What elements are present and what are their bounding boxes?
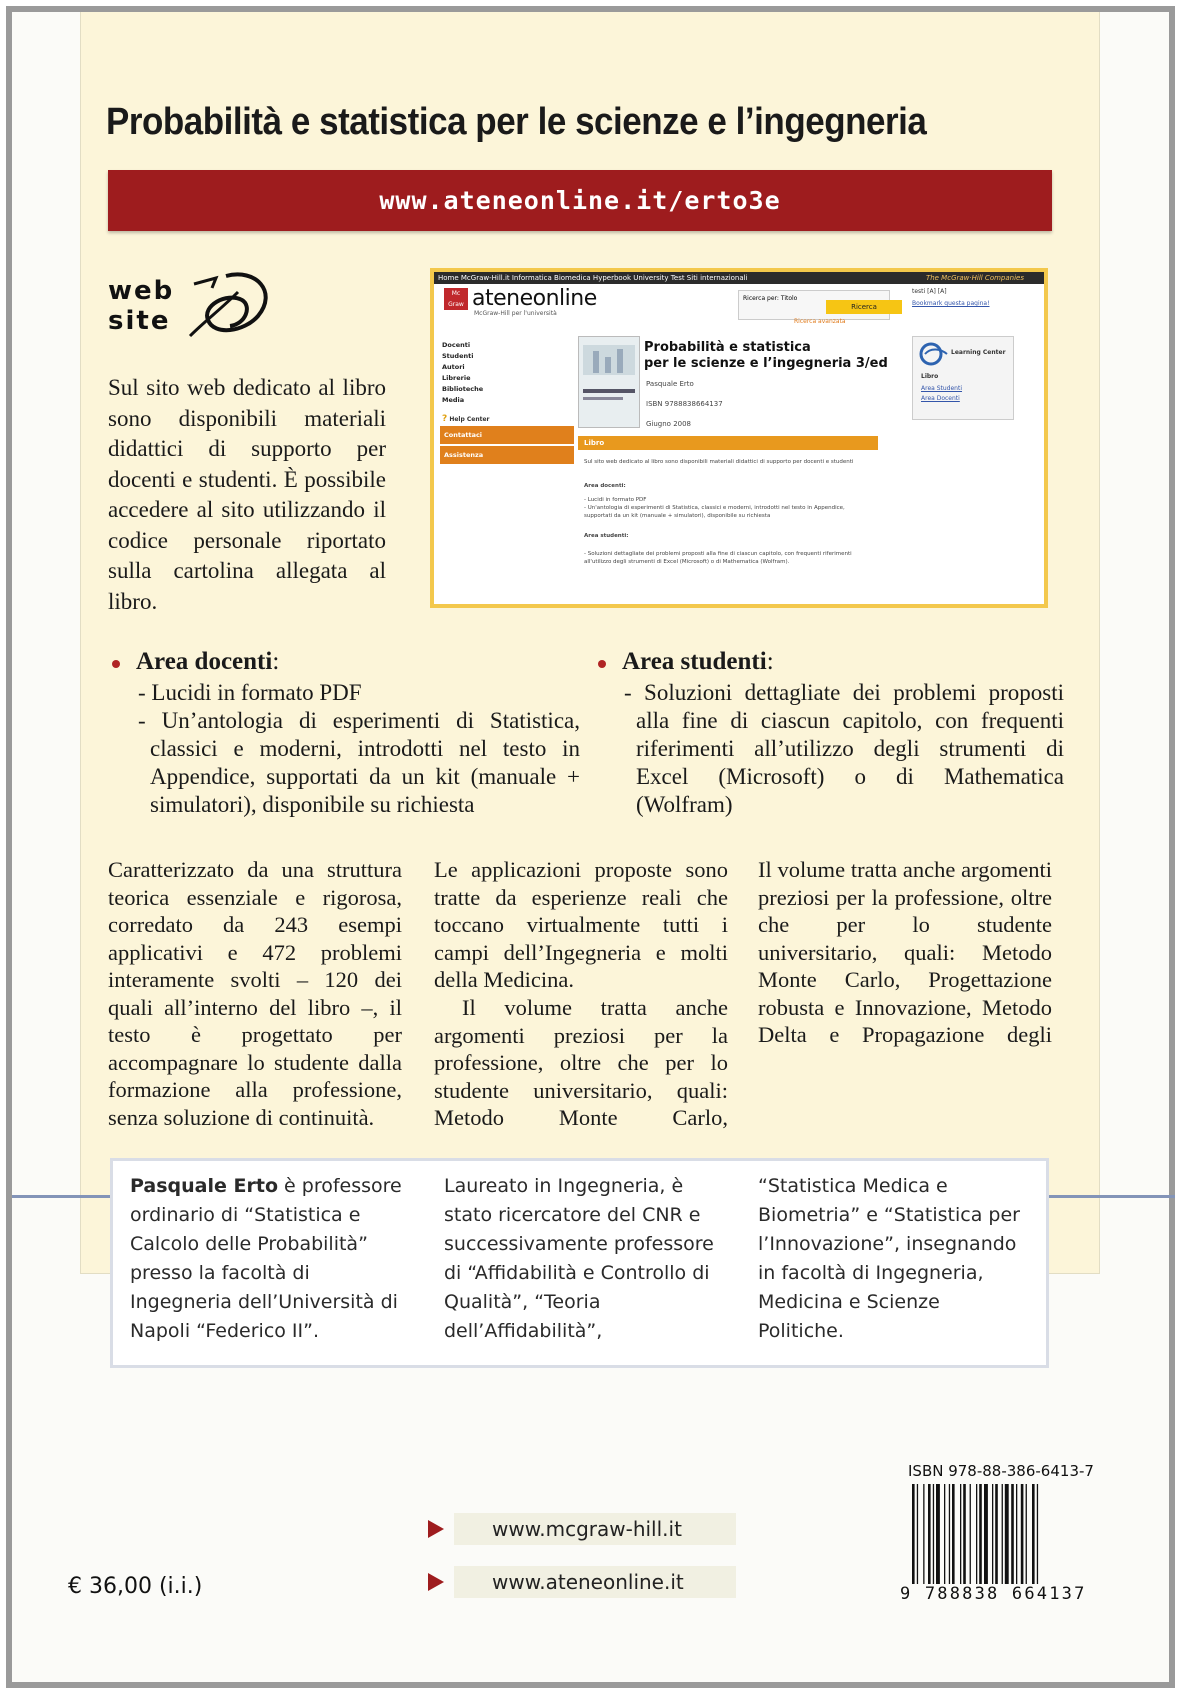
barcode-bar — [1011, 1484, 1014, 1584]
screenshot-body-line: Sul sito web dedicato al libro sono disponibili materiali didattici di supporto per docenti e studenti — [584, 459, 854, 465]
web-site-logo-line1: web — [108, 276, 175, 306]
sidenav-item: Docenti — [442, 341, 471, 349]
learning-center-link-teachers: Area Docenti — [921, 395, 960, 402]
learning-center-link-students: Area Studenti — [921, 385, 963, 392]
barcode-bar — [976, 1484, 977, 1584]
screenshot-book-title-line1: Probabilità e statistica — [644, 340, 811, 355]
learning-center-logo-icon — [917, 341, 951, 367]
screenshot-book-title-line2: per le scienze e l’ingegneria 3/ed — [644, 356, 888, 371]
url-banner[interactable]: www.ateneonline.it/erto3e — [108, 170, 1052, 231]
screenshot-learning-center — [912, 336, 1014, 420]
ateneonline-brand: ateneonline — [472, 286, 597, 311]
screenshot-bookmark: Bookmark questa pagina! — [912, 300, 990, 307]
bullet-icon — [112, 660, 120, 668]
screenshot-assistance: Assistenza — [440, 446, 574, 464]
bullet-icon — [598, 660, 606, 668]
barcode-digits: 9 788838 664137 — [900, 1584, 1087, 1604]
author-col-3: “Statistica Medica e Biometria” e “Statistica per l’Innovazione”, insegnando in facoltà di Ingegneria, Medicina e Scienze Politiche. — [758, 1175, 1020, 1342]
sidenav-item: Studenti — [442, 352, 474, 360]
barcode-bar — [912, 1484, 915, 1584]
barcode-bar — [984, 1484, 988, 1584]
barcode-bar — [995, 1484, 998, 1584]
barcode-bar — [933, 1484, 934, 1584]
body-column-2-para2: Il volume tratta anche argomenti preziosi per la professione, oltre che per lo studente universitario, quali: Metodo Monte Carlo, — [434, 995, 728, 1130]
mcgraw-hill-logo: Mc Graw Hill — [444, 288, 468, 310]
screenshot-topnav-right: The McGraw·Hill Companies — [925, 274, 1024, 282]
barcode-bar — [1005, 1484, 1009, 1584]
barcode-bar — [1032, 1484, 1035, 1584]
body-column-2-para1: Le applicazioni proposte sono tratte da esperienze reali che toccano virtualmente tutti i campi dell’Ingegneria e molti della Medicina. — [434, 857, 728, 992]
arrow-right-icon — [428, 1573, 444, 1591]
at-swirl-icon — [186, 270, 278, 340]
web-site-logo-line2: site — [108, 306, 171, 336]
link-ateneonline[interactable]: www.ateneonline.it — [454, 1566, 736, 1598]
screenshot-book-title — [644, 340, 888, 372]
screenshot-topnav-links: Home McGraw-Hill.it Informatica Biomedica Hyperbook University Test Siti internazionali — [438, 274, 748, 282]
barcode-bar — [1026, 1484, 1027, 1584]
ateneonline-subtitle: McGraw-Hill per l'università — [474, 310, 557, 317]
body-column-3: Il volume tratta anche argomenti preziosi per la professione, oltre che per lo studente universitario, quali: Metodo Monte Carlo, Progettazione robusta e Innovazione, Metodo Delta e Propagazione degli — [758, 857, 1052, 1047]
intro-paragraph: Sul sito web dedicato al libro sono disponibili materiali didattici di supporto per docenti e studenti. È possibile accedere al sito utilizzando il codice personale riportato sulla cartolina allegata al libro. — [108, 375, 386, 614]
barcode-bar — [1021, 1484, 1024, 1584]
body-column-1: Caratterizzato da una struttura teorica essenziale e rigorosa, corredato da 243 esempi applicativi e 472 problemi interamente svolti – 120 dei quali all’interno del libro –, il testo è progettato per accompagnare lo studente dalla formazione alla professione, senza soluzione di continuità. — [108, 857, 402, 1130]
barcode-bar — [979, 1484, 982, 1584]
web-site-logo — [108, 270, 278, 340]
screenshot-contacts: Contattaci — [440, 426, 574, 444]
author-col-1 — [130, 1172, 402, 1346]
screenshot-sidenav — [442, 340, 562, 406]
link-mcgraw-hill[interactable]: www.mcgraw-hill.it — [454, 1513, 736, 1545]
barcode-bar — [1016, 1484, 1017, 1584]
isbn-label: ISBN 978-88-386-6413-7 — [908, 1462, 1094, 1480]
barcode-bar — [963, 1484, 966, 1584]
screenshot-text-size: testi [A] [A] — [912, 288, 947, 295]
learning-center-libro: Libro — [921, 373, 939, 380]
area-docenti-heading-text: Area docenti — [136, 648, 273, 675]
barcode — [910, 1484, 1098, 1584]
author-bio-1: è professore ordinario di “Statistica e Calcolo delle Probabilità” presso la facoltà di Ingegneria dell’Università di Napoli “Federico II”. — [130, 1175, 402, 1342]
screenshot-help-center — [442, 414, 490, 424]
divider-right — [1049, 1195, 1175, 1198]
back-cover — [6, 6, 1175, 1688]
barcode-bar — [944, 1484, 945, 1584]
area-docenti-colon: : — [272, 648, 280, 675]
arrow-right-icon — [428, 1520, 444, 1538]
screenshot-help-label: Help Center — [449, 416, 490, 423]
screenshot-libro-bar: Libro — [578, 436, 878, 450]
area-docenti-item: - Lucidi in formato PDF — [138, 680, 362, 705]
book-title: Probabilità e statistica per le scienze e l’ingegneria — [106, 101, 927, 143]
price: € 36,00 (i.i.) — [68, 1574, 203, 1599]
barcode-bar — [970, 1484, 971, 1584]
barcode-bar — [1037, 1484, 1038, 1584]
area-studenti-heading-text: Area studenti — [622, 648, 767, 675]
area-studenti-heading — [622, 648, 774, 676]
area-studenti-item: - Soluzioni dettagliate dei problemi proposti alla fine di ciascun capitolo, con frequenti riferimenti all’utilizzo degli strumenti di Excel (Microsoft) o di Mathematica (Wolfram) — [624, 680, 1064, 817]
cover-graphic-icon — [579, 337, 639, 427]
sidenav-item: Autori — [442, 363, 465, 371]
screenshot-body-line: - Lucidi in formato PDF — [584, 497, 647, 503]
screenshot-date: Giugno 2008 — [646, 420, 692, 428]
barcode-bar — [952, 1484, 955, 1584]
learning-center-title: Learning Center — [951, 349, 1006, 356]
barcode-bar — [936, 1484, 940, 1584]
author-name: Pasquale Erto — [130, 1175, 278, 1197]
screenshot-body-line: - Soluzioni dettagliate dei problemi proposti alla fine di ciascun capitolo, con frequenti riferimenti all'utilizzo degli strumenti di Excel (Microsoft) o di Mathematica (Wolfram). — [584, 551, 852, 565]
barcode-bar — [917, 1484, 918, 1584]
screenshot-body-line: Area docenti: — [584, 483, 626, 489]
area-studenti-colon: : — [766, 648, 774, 675]
area-docenti-heading — [136, 648, 279, 676]
screenshot-topnav — [434, 272, 1044, 284]
sidenav-item: Librerie — [442, 374, 471, 382]
help-question-icon: ? — [442, 414, 448, 424]
screenshot-search-label: Ricerca per: Titolo — [743, 295, 798, 302]
screenshot-author: Pasquale Erto — [646, 380, 694, 388]
screenshot-isbn: ISBN 9788838664137 — [646, 400, 723, 408]
divider-left — [12, 1195, 112, 1198]
screenshot-body-line: Area studenti: — [584, 533, 629, 539]
barcode-bar — [923, 1484, 924, 1584]
screenshot-body-line: - Un'antologia di esperimenti di Statistica, classici e moderni, introdotti nel testo in Appendice, supportati da un kit (manuale + simulatori), disponibile su richiesta — [584, 505, 845, 519]
screenshot-search-button: Ricerca — [826, 300, 902, 314]
sidenav-item: Biblioteche — [442, 385, 484, 393]
area-docenti-item: - Un’antologia di esperimenti di Statistica, classici e moderni, introdotti nel testo in Appendice, supportati da un kit (manuale + simulatori), disponibile su richiesta — [138, 708, 580, 817]
barcode-bar — [992, 1484, 993, 1584]
barcode-bar — [1002, 1484, 1003, 1584]
barcode-bar — [928, 1484, 931, 1584]
screenshot-book-cover — [578, 336, 640, 428]
screenshot-advanced-search: Ricerca avanzata — [794, 318, 846, 325]
website-screenshot — [430, 268, 1048, 608]
barcode-bar — [949, 1484, 950, 1584]
sidenav-item: Media — [442, 396, 465, 404]
barcode-bar — [960, 1484, 961, 1584]
author-col-2: Laureato in Ingegneria, è stato ricercatore del CNR e successivamente professore di “Affidabilità e Controllo di Qualità”, “Teoria dell’Affidabilità”, — [444, 1175, 714, 1342]
